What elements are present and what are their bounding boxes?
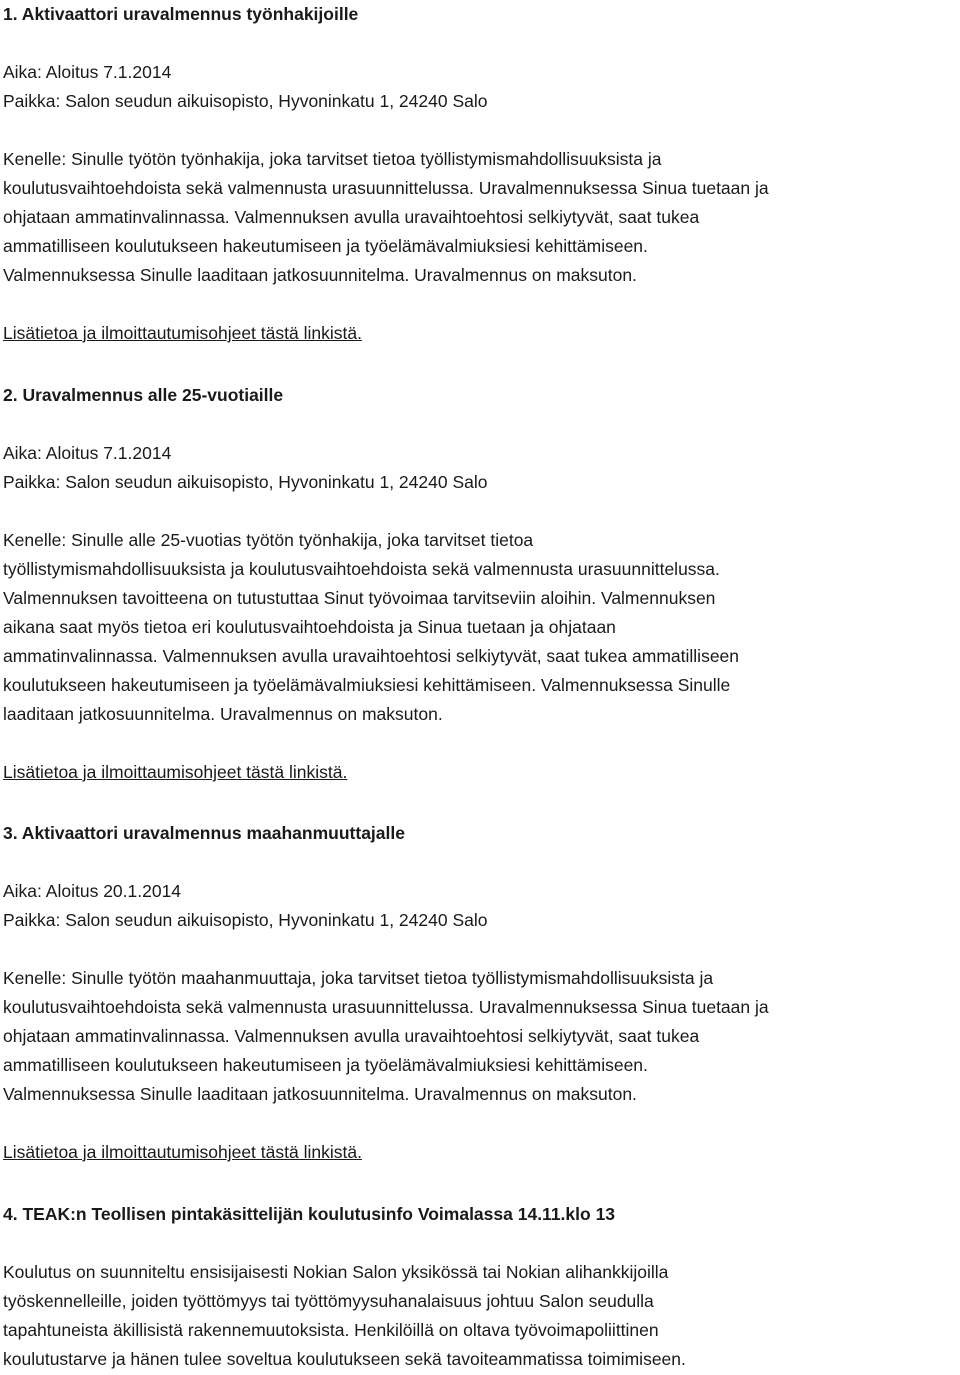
section-2-time: Aika: Aloitus 7.1.2014 bbox=[3, 443, 172, 463]
section-2-info-link[interactable]: Lisätietoa ja ilmoittaumisohjeet tästä linkistä. bbox=[3, 762, 348, 782]
section-1-text-line: koulutusvaihtoehdoista sekä valmennusta urasuunnittelussa. Uravalmennuksessa Sinua tuetaan ja bbox=[3, 178, 769, 198]
section-1-text-line: Kenelle: Sinulle työtön työnhakija, joka tarvitset tietoa työllistymismahdollisuuksista ja bbox=[3, 149, 662, 169]
section-2-text-line: Kenelle: Sinulle alle 25-vuotias työtön työnhakija, joka tarvitset tietoa bbox=[3, 530, 534, 550]
section-3-text-line: ohjataan ammatinvalinnassa. Valmennuksen avulla uravaihtoehtosi selkiytyvät, saat tukea bbox=[3, 1026, 700, 1046]
section-2-text-line: Valmennuksen tavoitteena on tutustuttaa Sinut työvoimaa tarvitseviin aloihin. Valmennuksen bbox=[3, 588, 716, 608]
section-2-heading: 2. Uravalmennus alle 25-vuotiaille bbox=[3, 385, 284, 405]
section-3-text-line: koulutusvaihtoehdoista sekä valmennusta urasuunnittelussa. Uravalmennuksessa Sinua tuetaan ja bbox=[3, 997, 769, 1017]
section-3-info-link[interactable]: Lisätietoa ja ilmoittautumisohjeet tästä linkistä. bbox=[3, 1142, 362, 1162]
section-2-place: Paikka: Salon seudun aikuisopisto, Hyvoninkatu 1, 24240 Salo bbox=[3, 472, 488, 492]
section-3-place: Paikka: Salon seudun aikuisopisto, Hyvoninkatu 1, 24240 Salo bbox=[3, 910, 488, 930]
section-3-text-line: Valmennuksessa Sinulle laaditaan jatkosuunnitelma. Uravalmennus on maksuton. bbox=[3, 1084, 637, 1104]
section-4-text-line: Koulutus on suunniteltu ensisijaisesti Nokian Salon yksikössä tai Nokian alihankkijoilla bbox=[3, 1262, 669, 1282]
section-3-heading: 3. Aktivaattori uravalmennus maahanmuuttajalle bbox=[3, 823, 405, 843]
section-2-text-line: aikana saat myös tietoa eri koulutusvaihtoehdoista ja Sinua tuetaan ja ohjataan bbox=[3, 617, 616, 637]
section-3-time: Aika: Aloitus 20.1.2014 bbox=[3, 881, 182, 901]
section-1-info-link[interactable]: Lisätietoa ja ilmoittautumisohjeet tästä linkistä. bbox=[3, 323, 362, 343]
section-3-text-line: Kenelle: Sinulle työtön maahanmuuttaja, joka tarvitset tietoa työllistymismahdollisuuksista ja bbox=[3, 968, 714, 988]
section-1-text-line: ammatilliseen koulutukseen hakeutumiseen ja työelämävalmiuksiesi kehittämiseen. bbox=[3, 236, 648, 256]
section-4-heading: 4. TEAK:n Teollisen pintakäsittelijän koulutusinfo Voimalassa 14.11.klo 13 bbox=[3, 1204, 616, 1224]
section-1-heading: 1. Aktivaattori uravalmennus työnhakijoille bbox=[3, 4, 359, 24]
section-4-text-line: koulutustarve ja hänen tulee soveltua koulutukseen sekä tavoiteammatissa toimimiseen. bbox=[3, 1349, 686, 1369]
section-4-text-line: työskennelleille, joiden työttömyys tai työttömyysuhanalaisuus johtuu Salon seudulla bbox=[3, 1291, 654, 1311]
section-2-text-line: ammatinvalinnassa. Valmennuksen avulla uravaihtoehtosi selkiytyvät, saat tukea ammatilliseen bbox=[3, 646, 740, 666]
section-1-text-line: Valmennuksessa Sinulle laaditaan jatkosuunnitelma. Uravalmennus on maksuton. bbox=[3, 265, 637, 285]
section-3-text-line: ammatilliseen koulutukseen hakeutumiseen ja työelämävalmiuksiesi kehittämiseen. bbox=[3, 1055, 648, 1075]
section-1-time: Aika: Aloitus 7.1.2014 bbox=[3, 62, 172, 82]
section-4-text-line: tapahtuneista äkillisistä rakennemuutoksista. Henkilöillä on oltava työvoimapoliittinen bbox=[3, 1320, 659, 1340]
section-2-text-line: työllistymismahdollisuuksista ja koulutusvaihtoehdoista sekä valmennusta urasuunnittelussa. bbox=[3, 559, 720, 579]
section-1-place: Paikka: Salon seudun aikuisopisto, Hyvoninkatu 1, 24240 Salo bbox=[3, 91, 488, 111]
section-2-text-line: koulutukseen hakeutumiseen ja työelämävalmiuksiesi kehittämiseen. Valmennuksessa Sinulle bbox=[3, 675, 731, 695]
section-2-text-line: laaditaan jatkosuunnitelma. Uravalmennus on maksuton. bbox=[3, 704, 443, 724]
section-1-text-line: ohjataan ammatinvalinnassa. Valmennuksen avulla uravaihtoehtosi selkiytyvät, saat tukea bbox=[3, 207, 700, 227]
